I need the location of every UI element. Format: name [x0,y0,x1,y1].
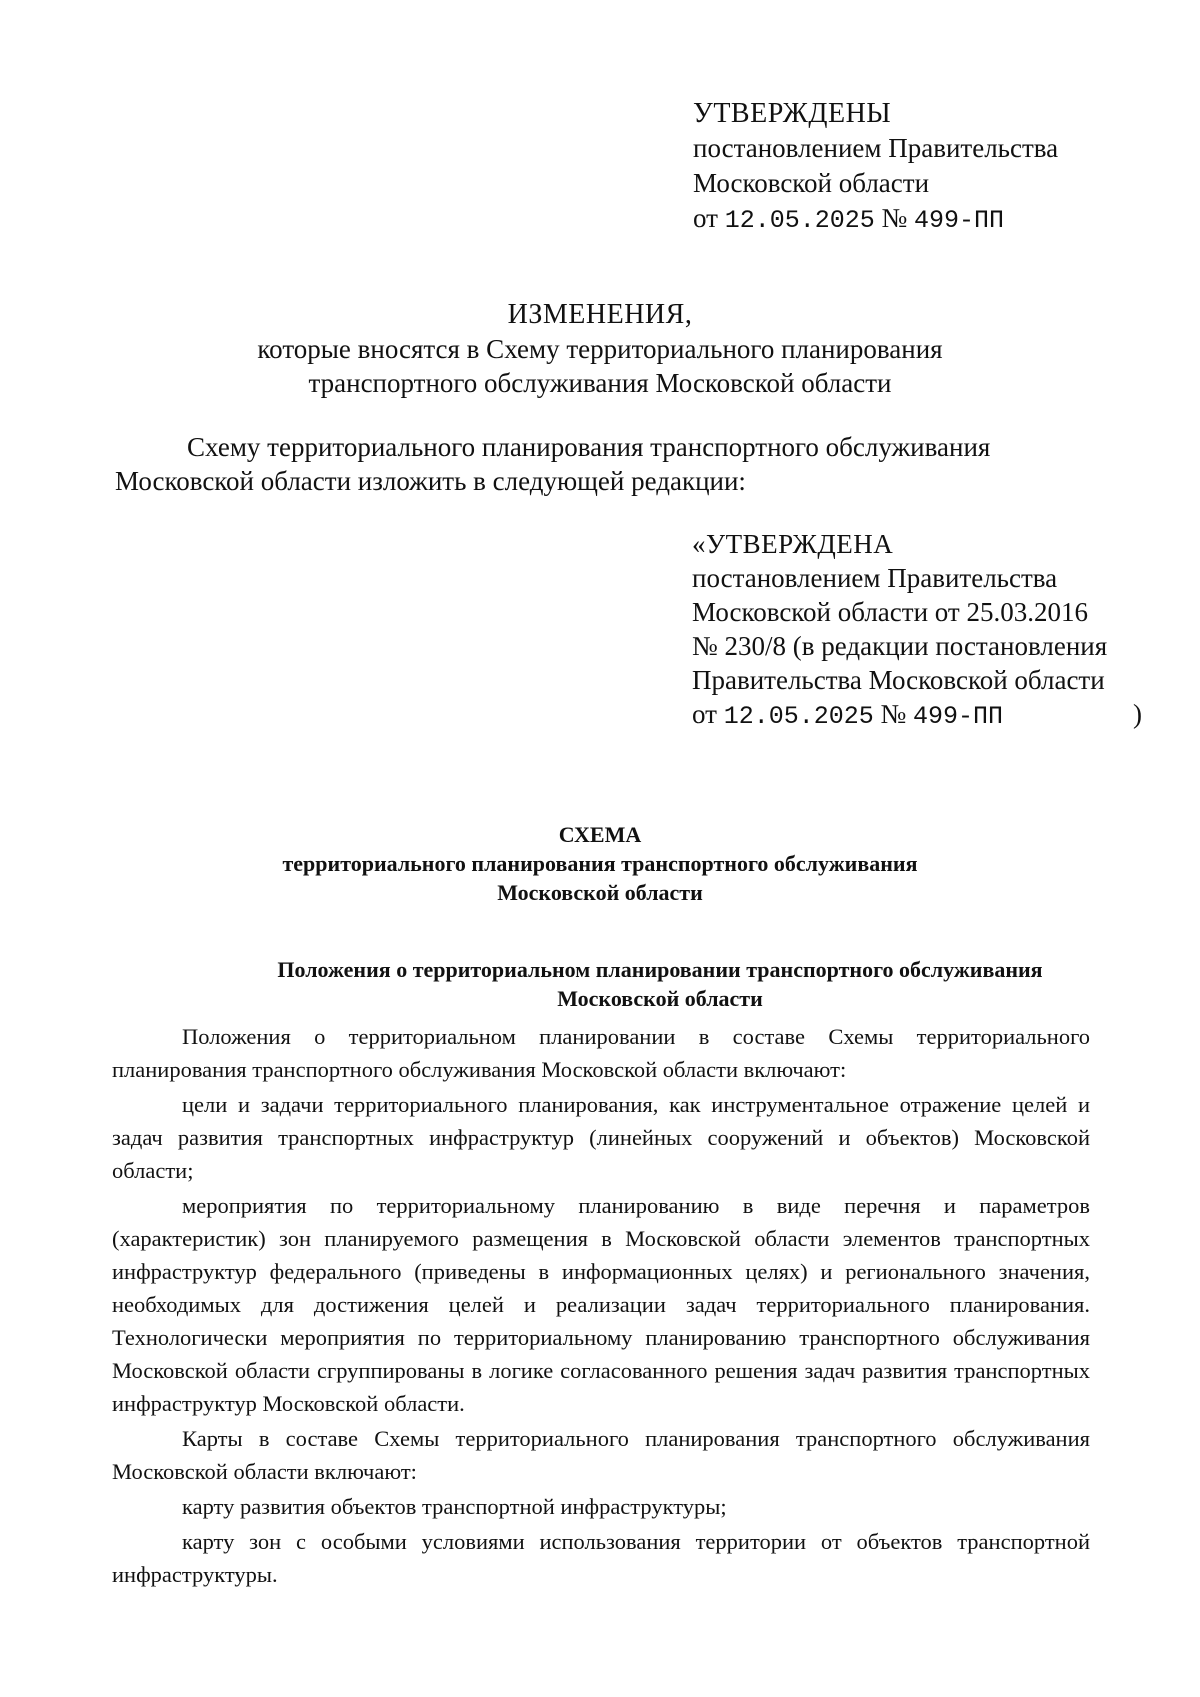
scheme-subtitle-line: Московской области [497,880,703,905]
section-title-line: Московской области [557,986,763,1011]
body-paragraph: цели и задачи территориального планирования, как инструментальное отражение целей и задач развития транспортных инфраструктур (линейных сооружений и объектов) Московской области; [112,1092,1090,1183]
intro-line: Московской области изложить в следующей редакции: [115,466,746,496]
body-paragraph: карту развития объектов транспортной инфраструктуры; [182,1494,727,1519]
body-paragraph: Положения о территориальном планировании в составе Схемы территориального планирования транспортного обслуживания Московской области включают: [112,1024,1090,1082]
section-heading [160,955,1160,1013]
number-sign: № [881,203,908,233]
approval-line: Московской области [693,168,930,198]
body-paragraph: Карты в составе Схемы территориального планирования транспортного обслуживания Московской области включают: [112,1426,1090,1484]
changes-title: ИЗМЕНЕНИЯ, [507,299,693,330]
approval-date-line [693,201,1058,238]
section-title-line: Положения о территориальном планировании транспортного обслуживания [277,957,1043,982]
approval-title: УТВЕРЖДЕНЫ [693,98,892,129]
approval-stamp-quoted [692,527,1142,734]
approval2-line: Московской области от 25.03.2016 [692,597,1088,627]
approval2-number: 499-ПП [913,702,1004,731]
date-prefix: от [692,699,717,729]
changes-header [0,298,1200,400]
scheme-subtitle-line: территориального планирования транспортного обслуживания [282,851,918,876]
approval2-line: постановлением Правительства [692,563,1058,593]
approval2-date-line [692,697,1142,734]
approval2-date: 12.05.2025 [723,702,874,731]
approval2-title: «УТВЕРЖДЕНА [692,529,894,559]
scheme-heading [0,820,1200,907]
approval-line: постановлением Правительства [693,133,1059,163]
changes-subtitle-line: транспортного обслуживания Московской области [308,368,892,398]
intro-line: Схему территориального планирования транспортного обслуживания [187,432,991,462]
scheme-title: СХЕМА [558,822,642,847]
approval-number: 499-ПП [914,206,1005,235]
body-text [112,1020,1090,1591]
approval2-line: № 230/8 (в редакции постановления [692,631,1108,661]
body-paragraph: карту зон с особыми условиями использования территории от объектов транспортной инфраструктуры. [112,1529,1090,1587]
approval-stamp [693,96,1058,238]
date-prefix: от [693,203,718,233]
body-paragraph: мероприятия по территориальному планированию в виде перечня и параметров (характеристик) зон планируемого размещения в Московской области элементов транспортных инфраструктур федерального (приведены в информационных целях) и регионального значения, необходимых для достижения целей и реализации задач территориального планирования. Технологически мероприятия по территориальному планированию транспортного обслуживания Московской области сгруппированы в логике согласованного решения задач развития транспортных инфраструктур Московской области. [112,1193,1090,1416]
closing-parenthesis: ) [1133,699,1142,729]
changes-subtitle-line: которые вносятся в Схему территориального планирования [257,334,943,364]
number-sign: № [880,699,907,729]
intro-paragraph [115,430,1085,498]
approval2-line: Правительства Московской области [692,665,1105,695]
approval-date: 12.05.2025 [724,206,875,235]
